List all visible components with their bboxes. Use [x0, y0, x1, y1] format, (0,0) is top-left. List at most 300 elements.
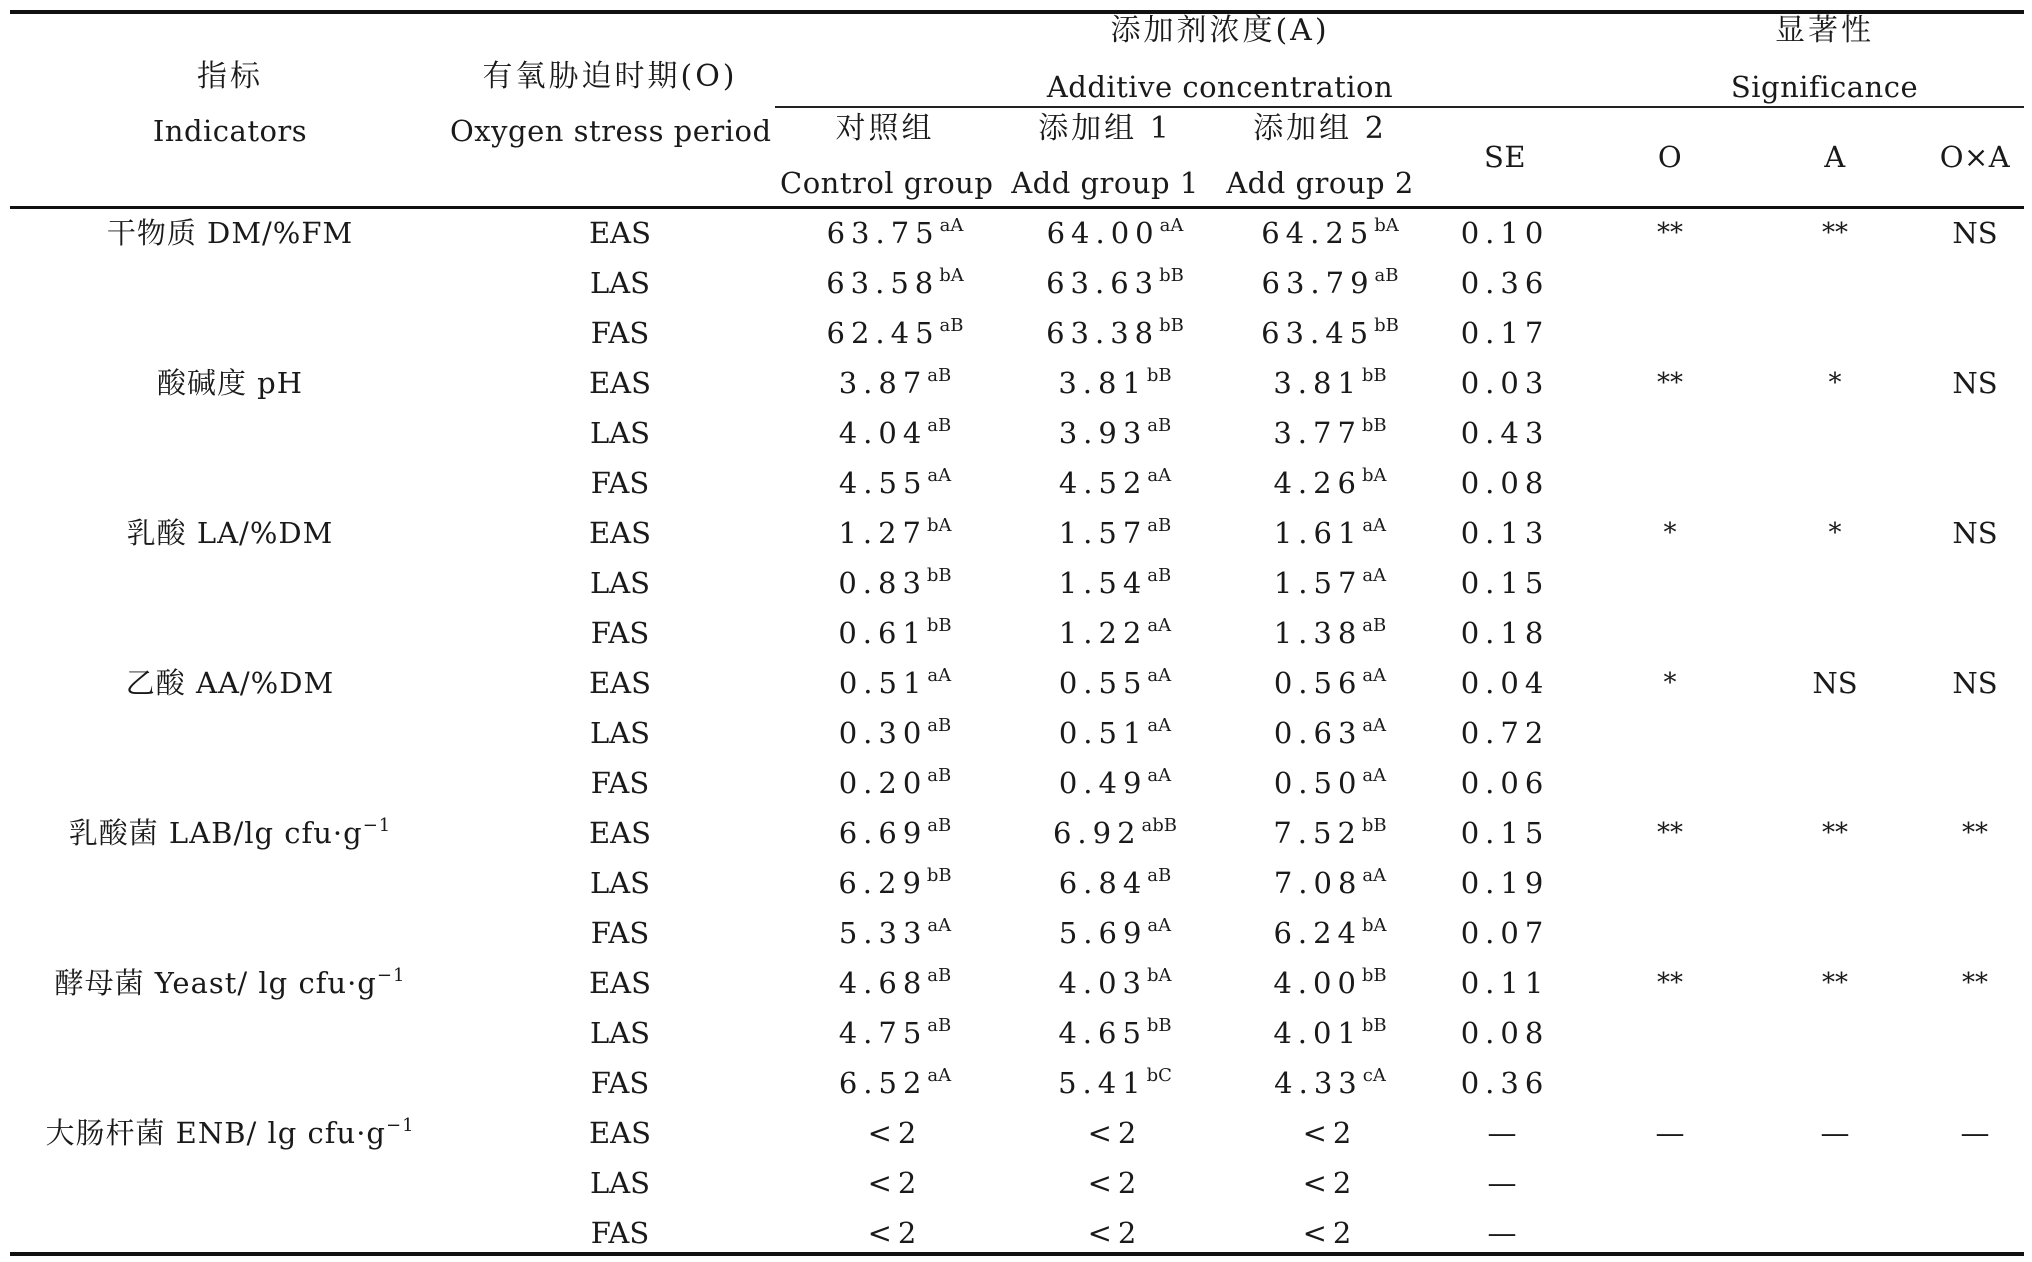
sig-a-value: **	[1822, 818, 1848, 848]
sig-a-value: *	[1828, 518, 1842, 548]
sig-a-value: **	[1822, 968, 1848, 998]
header-sig-a: A	[1824, 140, 1846, 174]
add1-value: 64.00	[1046, 216, 1160, 250]
control-value-cell	[780, 1208, 1010, 1258]
header-control	[780, 111, 994, 200]
control-value: 0.61	[838, 616, 927, 650]
sig-o-value: *	[1663, 518, 1677, 548]
control-value: <2	[867, 1166, 923, 1200]
add1-value-cell	[1000, 608, 1230, 658]
indicator-label: 干物质 DM/%FM	[106, 216, 354, 250]
add2-value-superscript: aA	[1362, 565, 1387, 586]
control-value: <2	[867, 1116, 923, 1150]
add2-value: 0.50	[1273, 766, 1363, 800]
se-value: 0.18	[1460, 616, 1550, 650]
indicator-cell	[10, 958, 450, 1008]
add2-value-superscript: bB	[1361, 815, 1387, 836]
table-row	[10, 808, 2024, 858]
period-cell: LAS	[589, 716, 651, 750]
header-indicators-en: Indicators	[152, 114, 308, 148]
control-value-cell	[780, 958, 1010, 1008]
se-value: 0.07	[1460, 916, 1550, 950]
add1-value-superscript: bB	[1146, 1015, 1172, 1036]
control-value-cell	[780, 1008, 1010, 1058]
se-value: 0.72	[1460, 716, 1550, 750]
control-value-cell	[780, 1108, 1010, 1158]
control-value-cell	[780, 758, 1010, 808]
add1-value: <2	[1087, 1216, 1143, 1250]
control-value: 3.87	[838, 366, 928, 400]
add1-value: 6.84	[1058, 866, 1148, 900]
period-cell: FAS	[590, 316, 650, 350]
add1-value-cell	[1000, 358, 1230, 408]
add1-value-superscript: bB	[1146, 365, 1172, 386]
control-value: 6.29	[838, 866, 927, 900]
add2-value: 4.01	[1273, 1016, 1362, 1050]
se-value: 0.36	[1460, 266, 1550, 300]
header-significance	[1625, 14, 2024, 104]
header-control-cn: 对照组	[835, 111, 935, 146]
table-row	[10, 1058, 2024, 1108]
control-value-cell	[780, 208, 1010, 258]
add1-value: 0.55	[1058, 666, 1148, 700]
add2-value-superscript: aA	[1362, 665, 1387, 686]
period-cell: EAS	[589, 816, 651, 850]
add2-value: 4.00	[1273, 966, 1362, 1000]
header-indicators-cn: 指标	[197, 59, 263, 94]
control-value: 0.30	[838, 716, 928, 750]
add1-value: 1.22	[1058, 616, 1148, 650]
table-row	[10, 908, 2024, 958]
control-value-cell	[780, 258, 1010, 308]
indicator-unit-exponent: −1	[376, 965, 406, 986]
indicator-cell	[10, 258, 450, 308]
add1-value-cell	[1000, 958, 1230, 1008]
add1-value-superscript: aB	[1147, 865, 1172, 886]
table-row	[10, 308, 2024, 358]
sig-oxa-value: —	[1960, 1116, 1990, 1150]
add1-value-cell	[1000, 408, 1230, 458]
table-row	[10, 958, 2024, 1008]
control-value-superscript: bB	[926, 565, 952, 586]
sig-oxa-value	[1875, 408, 2032, 458]
header-additive-cn: 添加剂浓度(A)	[1110, 13, 1330, 48]
header-add1-cn: 添加组 1	[1038, 111, 1172, 146]
add2-value: 1.61	[1273, 516, 1363, 550]
period-cell: EAS	[589, 1116, 651, 1150]
add2-value: 3.81	[1273, 366, 1362, 400]
control-value-superscript: aA	[927, 465, 952, 486]
period-cell: LAS	[589, 416, 651, 450]
add1-value-superscript: bA	[1147, 965, 1172, 986]
indicator-cell	[10, 1208, 450, 1258]
control-value-superscript: aA	[927, 665, 952, 686]
control-value-superscript: bB	[926, 615, 952, 636]
period-cell: FAS	[590, 1066, 650, 1100]
se-value: 0.08	[1460, 466, 1550, 500]
add2-value: 1.57	[1273, 566, 1363, 600]
indicator-cell	[10, 908, 450, 958]
sig-oxa-value	[1875, 858, 2032, 908]
control-value-cell	[780, 458, 1010, 508]
indicator-label: 酵母菌 Yeast/ lg cfu·g	[54, 966, 377, 1000]
sig-oxa-value	[1875, 908, 2032, 958]
add1-value-cell	[1000, 658, 1230, 708]
control-value-superscript: aB	[927, 715, 952, 736]
add1-value-superscript: aA	[1147, 465, 1172, 486]
additive-subheader-rule	[775, 106, 1665, 108]
add1-value-cell	[1000, 1058, 1230, 1108]
indicator-label: 乳酸 LA/%DM	[126, 516, 334, 550]
indicator-cell	[10, 1008, 450, 1058]
sig-o-value: **	[1657, 218, 1683, 248]
add2-value-superscript: aA	[1362, 715, 1387, 736]
add1-value: <2	[1087, 1116, 1143, 1150]
table-row	[10, 458, 2024, 508]
add2-value-superscript: bB	[1361, 1015, 1387, 1036]
se-value: —	[1487, 1166, 1523, 1200]
table-row	[10, 408, 2024, 458]
control-value-superscript: aB	[927, 415, 952, 436]
header-add2-cn: 添加组 2	[1253, 111, 1387, 146]
control-value-cell	[780, 908, 1010, 958]
header-period	[450, 60, 770, 148]
table-row	[10, 758, 2024, 808]
sig-oxa-value: NS	[1952, 216, 1998, 250]
table-row	[10, 258, 2024, 308]
add1-value-cell	[1000, 1158, 1230, 1208]
add2-value: <2	[1302, 1216, 1358, 1250]
add1-value-superscript: aA	[1147, 615, 1172, 636]
add1-value: 4.52	[1058, 466, 1148, 500]
sig-oxa-value	[1875, 708, 2032, 758]
control-value-cell	[780, 708, 1010, 758]
table-row	[10, 608, 2024, 658]
period-cell: EAS	[589, 966, 651, 1000]
control-value-cell	[780, 358, 1010, 408]
se-value: 0.13	[1460, 516, 1550, 550]
add1-value: 0.49	[1058, 766, 1148, 800]
add2-value-superscript: aA	[1362, 515, 1387, 536]
add1-value-cell	[1000, 458, 1230, 508]
add2-value-superscript: aA	[1362, 765, 1387, 786]
add1-value: 1.57	[1058, 516, 1148, 550]
sig-oxa-value: **	[1962, 818, 1988, 848]
control-value-superscript: aA	[927, 1065, 952, 1086]
period-cell: EAS	[589, 516, 651, 550]
period-cell: EAS	[589, 366, 651, 400]
add2-value: <2	[1302, 1116, 1358, 1150]
se-value: 0.11	[1460, 966, 1550, 1000]
add1-value-cell	[1000, 808, 1230, 858]
header-control-en: Control group	[780, 166, 994, 200]
sig-o-value: **	[1657, 818, 1683, 848]
add1-value-superscript: bC	[1146, 1065, 1172, 1086]
sig-oxa-value: **	[1962, 968, 1988, 998]
se-value: 0.43	[1460, 416, 1550, 450]
sig-oxa-value	[1875, 1208, 2032, 1258]
period-cell: LAS	[589, 266, 651, 300]
add1-value: 63.63	[1046, 266, 1160, 300]
control-value-cell	[780, 808, 1010, 858]
control-value-cell	[780, 658, 1010, 708]
add1-value-cell	[1000, 858, 1230, 908]
add2-value: 4.33	[1274, 1066, 1363, 1100]
indicator-cell	[10, 808, 450, 858]
header-add1	[1000, 112, 1210, 200]
se-value: 0.15	[1460, 816, 1550, 850]
control-value: 1.27	[838, 516, 928, 550]
control-value: 4.04	[838, 416, 928, 450]
add1-value: 3.81	[1058, 366, 1147, 400]
add1-value-cell	[1000, 208, 1230, 258]
add1-value: <2	[1087, 1166, 1143, 1200]
add1-value-superscript: aA	[1147, 765, 1172, 786]
header-sig-oxa: O×A	[1939, 140, 2011, 174]
se-value: 0.06	[1460, 766, 1550, 800]
control-value-cell	[780, 308, 1010, 358]
add2-value-superscript: bB	[1361, 415, 1387, 436]
table-row	[10, 658, 2024, 708]
add2-value-superscript: bB	[1361, 365, 1387, 386]
control-value: 6.69	[838, 816, 928, 850]
add2-value: 63.79	[1261, 266, 1375, 300]
add2-value: 3.77	[1273, 416, 1362, 450]
add1-value: 6.92	[1052, 816, 1142, 850]
sig-oxa-value: NS	[1952, 516, 1998, 550]
add1-value-superscript: aB	[1147, 515, 1172, 536]
indicator-cell	[10, 458, 450, 508]
add1-value-cell	[1000, 308, 1230, 358]
add2-value: 0.56	[1273, 666, 1363, 700]
add1-value: 4.65	[1058, 1016, 1147, 1050]
period-cell: FAS	[590, 616, 650, 650]
sig-o-value: *	[1663, 668, 1677, 698]
sig-o-value: **	[1657, 968, 1683, 998]
control-value: 62.45	[826, 316, 940, 350]
add2-value-superscript: aB	[1374, 265, 1399, 286]
header-add2	[1215, 112, 1425, 200]
add1-value: 4.03	[1058, 966, 1148, 1000]
add2-value-superscript: bA	[1362, 915, 1387, 936]
add1-value: 5.41	[1058, 1066, 1147, 1100]
add2-value: 4.26	[1273, 466, 1363, 500]
sig-o-value: **	[1657, 368, 1683, 398]
indicator-cell	[10, 858, 450, 908]
sig-oxa-value	[1875, 1158, 2032, 1208]
se-value: —	[1487, 1216, 1523, 1250]
add2-value-superscript: aB	[1362, 615, 1387, 636]
header-additive-en: Additive concentration	[1046, 70, 1394, 104]
control-value-superscript: bB	[926, 865, 952, 886]
control-value: 63.75	[826, 216, 940, 250]
table-row	[10, 1008, 2024, 1058]
se-value: 0.17	[1460, 316, 1550, 350]
period-cell: FAS	[590, 916, 650, 950]
sig-oxa-value	[1875, 1058, 2032, 1108]
control-value-cell	[780, 608, 1010, 658]
control-value-superscript: aB	[927, 1015, 952, 1036]
header-add1-en: Add group 1	[1011, 166, 1199, 200]
table-row	[10, 1208, 2024, 1258]
add1-value-cell	[1000, 1208, 1230, 1258]
control-value: 0.20	[838, 766, 928, 800]
add1-value-superscript: aA	[1147, 715, 1172, 736]
sig-oxa-value: NS	[1952, 366, 1998, 400]
control-value-superscript: aB	[927, 365, 952, 386]
add1-value: 1.54	[1058, 566, 1148, 600]
se-value: —	[1487, 1116, 1523, 1150]
add2-value: 6.24	[1273, 916, 1363, 950]
indicator-cell	[10, 408, 450, 458]
indicator-label: 大肠杆菌 ENB/ lg cfu·g	[45, 1116, 386, 1150]
header-sig-o: O	[1657, 140, 1683, 174]
control-value-superscript: aB	[927, 965, 952, 986]
period-cell: LAS	[589, 1166, 651, 1200]
indicator-cell	[10, 308, 450, 358]
period-cell: LAS	[589, 1016, 651, 1050]
sig-a-value: *	[1828, 368, 1842, 398]
sig-a-value: NS	[1812, 666, 1858, 700]
add2-value: 0.63	[1273, 716, 1363, 750]
header-indicators	[10, 60, 450, 148]
control-value: 6.52	[838, 1066, 928, 1100]
add1-value-cell	[1000, 1008, 1230, 1058]
control-value-cell	[780, 1158, 1010, 1208]
control-value-cell	[780, 558, 1010, 608]
add1-value-superscript: aB	[1147, 565, 1172, 586]
indicator-cell	[10, 558, 450, 608]
se-value: 0.08	[1460, 1016, 1550, 1050]
table-row	[10, 1108, 2024, 1158]
period-cell: LAS	[589, 866, 651, 900]
control-value-superscript: aA	[939, 215, 964, 236]
control-value: 5.33	[838, 916, 928, 950]
add1-value-cell	[1000, 1108, 1230, 1158]
significance-subheader-rule	[1625, 106, 2024, 108]
indicator-label: 乙酸 AA/%DM	[125, 666, 335, 700]
se-value: 0.36	[1460, 1066, 1550, 1100]
sig-oxa-value	[1875, 758, 2032, 808]
control-value: 0.51	[838, 666, 928, 700]
header-period-en: Oxygen stress period	[450, 114, 772, 148]
control-value: 63.58	[826, 266, 940, 300]
period-cell: FAS	[590, 766, 650, 800]
add1-value-superscript: aA	[1159, 215, 1184, 236]
control-value: 0.83	[838, 566, 927, 600]
add1-value-superscript: bB	[1159, 315, 1184, 336]
table-row	[10, 208, 2024, 258]
add1-value-cell	[1000, 508, 1230, 558]
period-cell: EAS	[589, 216, 651, 250]
indicator-unit-exponent: −1	[362, 815, 392, 836]
add2-value: 1.38	[1273, 616, 1363, 650]
header-significance-en: Significance	[1730, 70, 1919, 104]
control-value-superscript: aB	[927, 815, 952, 836]
header-additive	[775, 14, 1665, 104]
table-row	[10, 858, 2024, 908]
control-value: 4.68	[838, 966, 928, 1000]
period-cell: FAS	[590, 466, 650, 500]
add1-value: 63.38	[1046, 316, 1160, 350]
se-value: 0.15	[1460, 566, 1550, 600]
add1-value-cell	[1000, 908, 1230, 958]
header-period-cn: 有氧胁迫时期(O)	[482, 59, 738, 94]
control-value: 4.55	[838, 466, 928, 500]
control-value: <2	[867, 1216, 923, 1250]
sig-a-value: **	[1822, 218, 1848, 248]
se-value: 0.10	[1460, 216, 1550, 250]
add2-value: 64.25	[1261, 216, 1375, 250]
add2-value: 7.52	[1273, 816, 1362, 850]
se-value: 0.19	[1460, 866, 1550, 900]
table-row	[10, 558, 2024, 608]
indicator-cell	[10, 1108, 450, 1158]
indicator-cell	[10, 1058, 450, 1108]
add1-value: 5.69	[1058, 916, 1148, 950]
add1-value-superscript: aA	[1147, 915, 1172, 936]
control-value-superscript: aA	[927, 915, 952, 936]
indicator-cell	[10, 708, 450, 758]
add1-value-superscript: aA	[1147, 665, 1172, 686]
add1-value-cell	[1000, 758, 1230, 808]
add1-value-cell	[1000, 558, 1230, 608]
add2-value-superscript: cA	[1362, 1065, 1386, 1086]
indicator-label: 酸碱度 pH	[156, 366, 304, 400]
add1-value: 0.51	[1058, 716, 1148, 750]
indicator-cell	[10, 658, 450, 708]
indicator-cell	[10, 358, 450, 408]
add2-value: <2	[1302, 1166, 1358, 1200]
control-value-superscript: aB	[939, 315, 964, 336]
add2-value-superscript: bA	[1362, 465, 1387, 486]
period-cell: EAS	[589, 666, 651, 700]
sig-oxa-value	[1875, 608, 2032, 658]
control-value-cell	[780, 408, 1010, 458]
control-value-cell	[780, 508, 1010, 558]
add2-value: 7.08	[1273, 866, 1363, 900]
add1-value-cell	[1000, 708, 1230, 758]
add1-value-superscript: abB	[1141, 815, 1178, 836]
se-value: 0.04	[1460, 666, 1550, 700]
add2-value-superscript: bB	[1361, 965, 1387, 986]
sig-oxa-value	[1875, 558, 2032, 608]
sig-a-value: —	[1820, 1116, 1850, 1150]
table-row	[10, 508, 2024, 558]
indicator-cell	[10, 1158, 450, 1208]
add1-value-cell	[1000, 258, 1230, 308]
indicator-unit-exponent: −1	[386, 1115, 415, 1136]
control-value-superscript: bA	[939, 265, 964, 286]
sig-oxa-value: NS	[1952, 666, 1998, 700]
add1-value: 3.93	[1058, 416, 1148, 450]
add2-value-superscript: bB	[1374, 315, 1399, 336]
header-add2-en: Add group 2	[1226, 166, 1414, 200]
add2-value: 63.45	[1261, 316, 1375, 350]
table-row	[10, 1158, 2024, 1208]
sig-oxa-value	[1875, 308, 2032, 358]
period-cell: LAS	[589, 566, 651, 600]
add1-value-superscript: bB	[1159, 265, 1184, 286]
se-value: 0.03	[1460, 366, 1550, 400]
add1-value-superscript: aB	[1147, 415, 1172, 436]
indicator-cell	[10, 608, 450, 658]
sig-oxa-value	[1875, 1008, 2032, 1058]
add2-value-superscript: bA	[1374, 215, 1399, 236]
control-value-cell	[780, 858, 1010, 908]
add2-value-superscript: aA	[1362, 865, 1387, 886]
indicator-label: 乳酸菌 LAB/lg cfu·g	[68, 816, 363, 850]
